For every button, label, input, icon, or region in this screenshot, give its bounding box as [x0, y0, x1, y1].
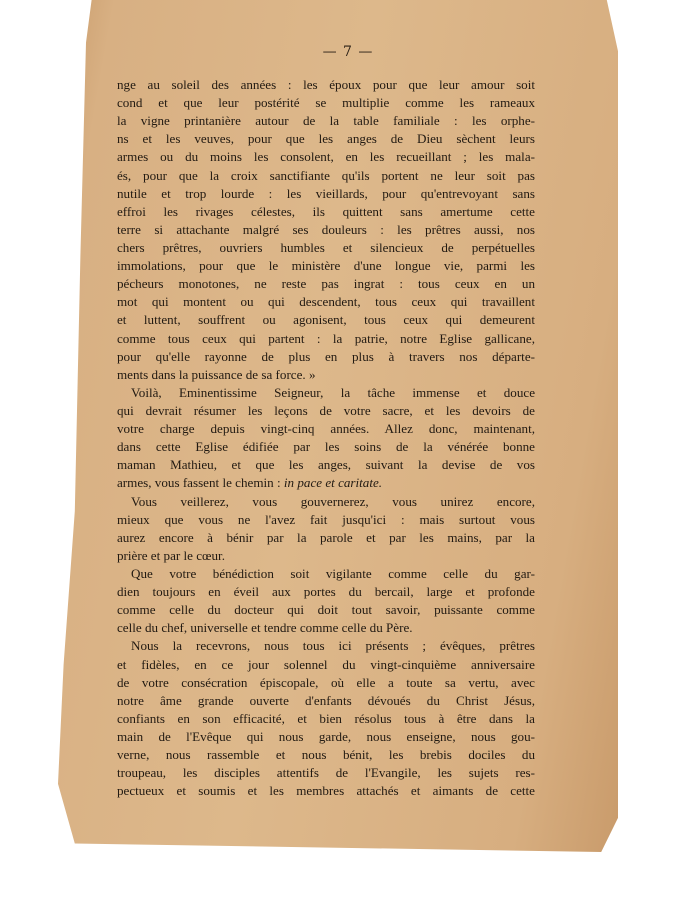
text-line: cond et que leur postérité se multiplie comme les rameaux: [117, 95, 535, 111]
text-line: terre si attachante malgré ses douleurs : les prêtres aussi, nos: [117, 221, 535, 237]
text-line: et luttent, souffrent ou agonisent, tous ceux qui demeurent: [117, 312, 535, 328]
text-line: et fidèles, en ce jour solennel du vingt-cinquième anniversaire: [117, 656, 535, 672]
text-line: chers prêtres, ouvriers humbles et silencieux de perpétuelles: [117, 239, 535, 255]
text-line: confiants en son efficacité, et bien résolus tous à être dans la: [117, 710, 535, 726]
motto-text: in pace et caritate.: [283, 475, 383, 491]
text-line: main de l'Evêque qui nous garde, nous enseigne, nous gou-: [117, 728, 535, 744]
text-line: pectueux et soumis et les membres attachés et aimants de cette: [117, 783, 535, 799]
text-line: Vous veillerez, vous gouvernerez, vous unirez encore,: [131, 493, 535, 509]
body-text: [117, 76, 535, 800]
page-number: — 7 —: [322, 44, 374, 60]
text-line: comme celle du docteur qui doit tout savoir, puissante comme: [117, 602, 535, 618]
text-line: mieux que vous ne l'avez fait jusqu'ici : mais surtout vous: [117, 511, 535, 527]
text-line: prière et par le cœur.: [117, 547, 225, 563]
text-line: immolations, pour que le ministère d'une longue vie, parmi les: [117, 258, 535, 274]
text-line: votre charge depuis vingt-cinq années. Allez donc, maintenant,: [117, 421, 535, 437]
text-line: verne, nous rassemble et nous bénit, les brebis dociles du: [117, 747, 535, 763]
text-line: notre âme grande ouverte d'enfants dévoués du Christ Jésus,: [117, 692, 535, 708]
text-line: celle du chef, universelle et tendre comme celle du Père.: [117, 620, 413, 636]
text-line: qui devrait résumer les leçons de votre sacre, et les devoirs de: [117, 402, 535, 418]
text-line: Voilà, Eminentissime Seigneur, la tâche immense et douce: [131, 384, 535, 400]
text-line: dien toujours en éveil aux portes du bercail, large et profonde: [117, 584, 535, 600]
text-line: armes, vous fassent le chemin :: [117, 475, 284, 491]
text-line: effroi les rivages célestes, ils quittent sans amertume cette: [117, 203, 535, 219]
text-line: aurez encore à bénir par la parole et par les mains, par la: [117, 529, 535, 545]
text-line: nge au soleil des années : les époux pour que leur amour soit: [117, 77, 535, 92]
text-line: Que votre bénédiction soit vigilante comme celle du gar-: [131, 565, 535, 581]
text-line: Nous la recevrons, nous tous ici présents ; évêques, prêtres: [131, 638, 535, 654]
text-line: dans cette Eglise édifiée par les soins de la vénérée bonne: [117, 439, 535, 455]
text-line: és, pour que la croix sanctifiante qu'ils portent ne leur soit pas: [117, 167, 535, 183]
text-line: ns et les veuves, pour que les anges de Dieu sèchent leurs: [117, 131, 535, 147]
text-line: troupeau, les disciples attentifs de l'Evangile, les sujets res-: [117, 765, 535, 781]
text-line: de votre consécration épiscopale, où elle a toute sa vertu, avec: [117, 674, 535, 690]
text-line: ments dans la puissance de sa force. »: [117, 366, 316, 382]
text-line: pécheurs monotones, ne reste pas ingrat : tous ceux en un: [117, 276, 535, 292]
text-line: nutile et trop lourde : les vieillards, pour qu'entrevoyant sans: [117, 185, 535, 201]
text-line: comme tous ceux qui partent : la patrie, notre Eglise gallicane,: [117, 330, 535, 346]
text-line: pour qu'elle rayonne de plus en plus à travers nos départe-: [117, 348, 535, 364]
text-line: la vigne printanière autour de la table familiale : les orphe-: [117, 113, 535, 129]
text-line: maman Mathieu, et que les anges, suivant la devise de vos: [117, 457, 535, 473]
text-line: armes ou du moins les consolent, en les recueillant ; les mala-: [117, 149, 535, 165]
text-line: mot qui montent ou qui descendent, tous ceux qui travaillent: [117, 294, 535, 310]
text-line-with-motto: [117, 474, 535, 492]
